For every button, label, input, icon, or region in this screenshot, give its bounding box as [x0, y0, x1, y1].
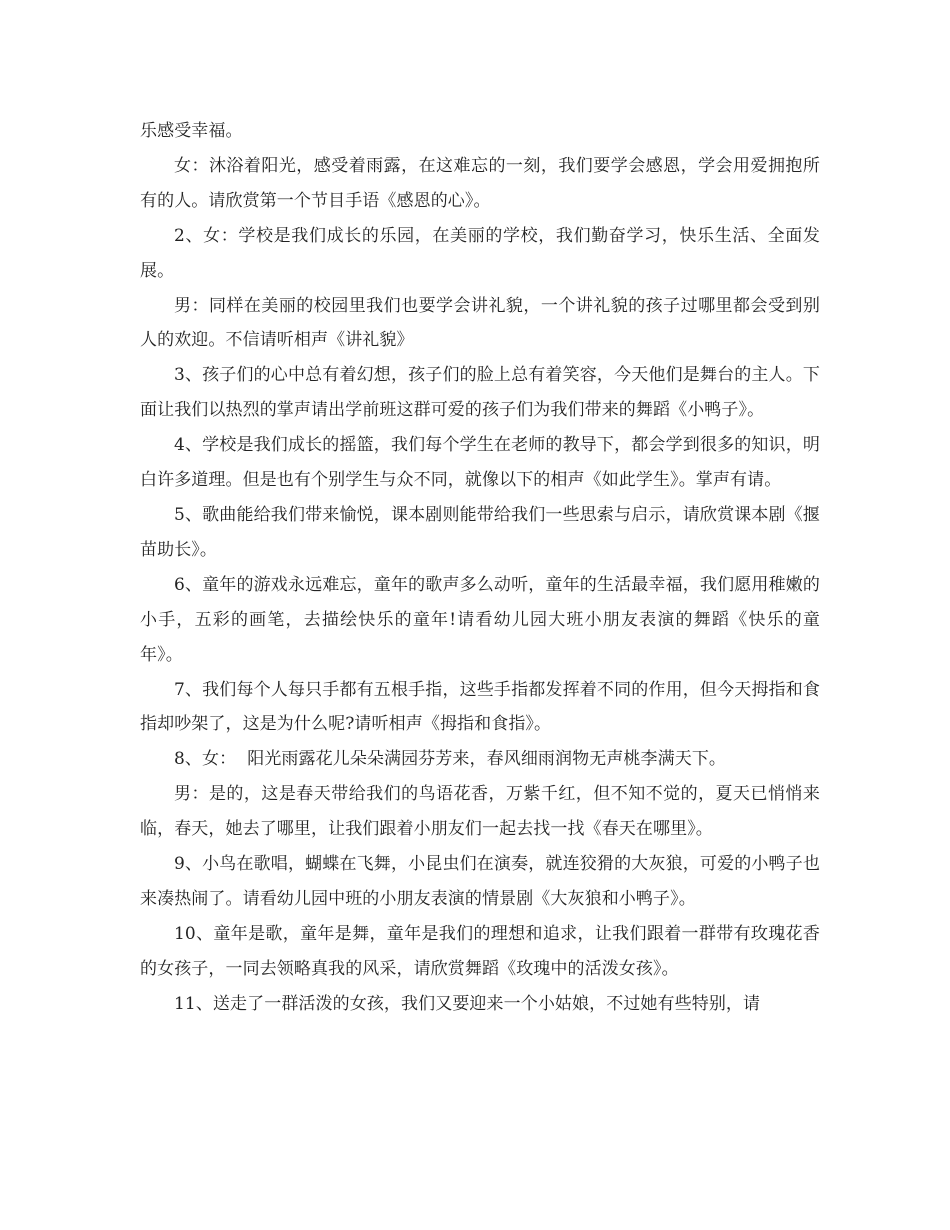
paragraph-7: 5、歌曲能给我们带来愉悦，课本剧则能带给我们一些思索与启示，请欣赏课本剧《揠苗助长》。 [140, 504, 820, 560]
document-body [140, 114, 820, 1022]
paragraph-6: 4、学校是我们成长的摇篮，我们每个学生在老师的教导下，都会学到很多的知识，明白许多道理。但是也有个别学生与众不同，就像以下的相声《如此学生》。掌声有请。 [140, 435, 820, 491]
paragraph-11: 男：是的，这是春天带给我们的鸟语花香，万紫千红，但不知不觉的，夏天已悄悄来临，春天，她去了哪里，让我们跟着小朋友们一起去找一找《春天在哪里》。 [140, 784, 820, 840]
paragraph-8: 6、童年的游戏永远难忘，童年的歌声多么动听，童年的生活最幸福，我们愿用稚嫩的小手，五彩的画笔，去描绘快乐的童年!请看幼儿园大班小朋友表演的舞蹈《快乐的童年》。 [140, 574, 820, 665]
paragraph-3: 2、女：学校是我们成长的乐园，在美丽的学校，我们勤奋学习，快乐生活、全面发展。 [140, 225, 820, 281]
paragraph-13: 10、童年是歌，童年是舞，童年是我们的理想和追求，让我们跟着一群带有玫瑰花香的女孩子，一同去领略真我的风采，请欣赏舞蹈《玫瑰中的活泼女孩》。 [140, 923, 820, 979]
paragraph-5: 3、孩子们的心中总有着幻想，孩子们的脸上总有着笑容，今天他们是舞台的主人。下面让我们以热烈的掌声请出学前班这群可爱的孩子们为我们带来的舞蹈《小鸭子》。 [140, 365, 820, 421]
paragraph-2: 女：沐浴着阳光，感受着雨露，在这难忘的一刻，我们要学会感恩，学会用爱拥抱所有的人。请欣赏第一个节目手语《感恩的心》。 [140, 155, 820, 211]
paragraph-12: 9、小鸟在歌唱，蝴蝶在飞舞，小昆虫们在演奏，就连狡猾的大灰狼，可爱的小鸭子也来凑热闹了。请看幼儿园中班的小朋友表演的情景剧《大灰狼和小鸭子》。 [140, 854, 820, 909]
paragraph-4: 男：同样在美丽的校园里我们也要学会讲礼貌，一个讲礼貌的孩子过哪里都会受到别人的欢迎。不信请听相声《讲礼貌》 [140, 295, 820, 351]
paragraph-9: 7、我们每个人每只手都有五根手指，这些手指都发挥着不同的作用，但今天拇指和食指却吵架了，这是为什么呢?请听相声《拇指和食指》。 [140, 679, 820, 735]
paragraph-10: 8、女： 阳光雨露花儿朵朵满园芬芳来，春风细雨润物无声桃李满天下。 [174, 749, 727, 770]
paragraph-1: 乐感受幸福。 [140, 121, 243, 141]
paragraph-14: 11、送走了一群活泼的女孩，我们又要迎来一个小姑娘，不过她有些特别，请 [174, 993, 761, 1014]
